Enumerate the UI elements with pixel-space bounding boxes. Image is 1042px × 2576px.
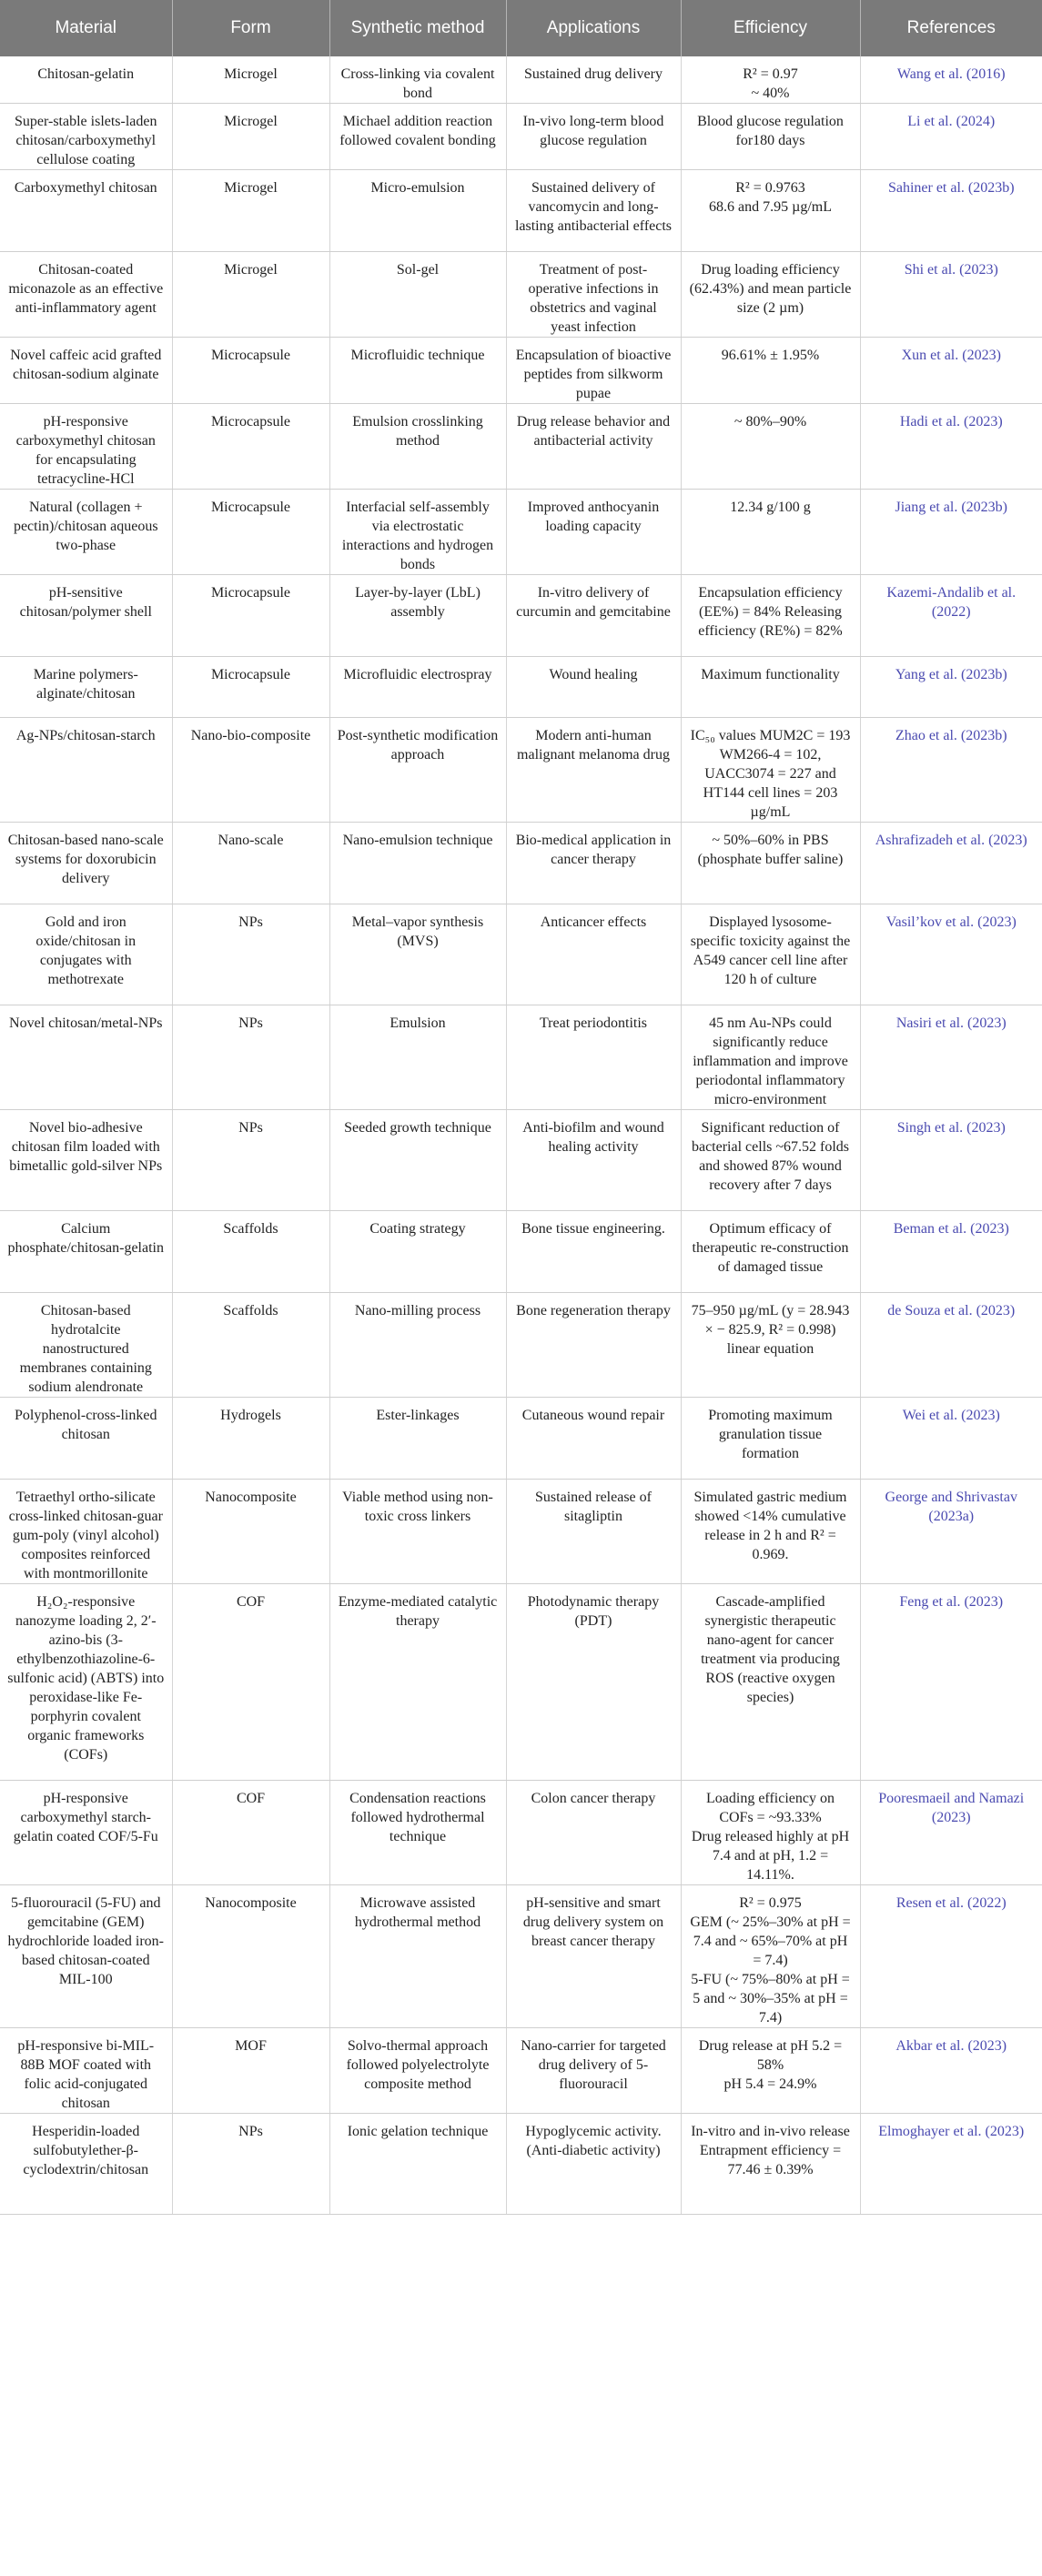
- cell-form: Scaffolds: [172, 1293, 329, 1398]
- cell-applications: Bone regeneration therapy: [506, 1293, 681, 1398]
- cell-efficiency: R² = 0.97 ~ 40%: [681, 56, 860, 104]
- cell-applications: Treat periodontitis: [506, 1005, 681, 1110]
- cell-applications: Treatment of post-operative infections in obstetrics and vaginal yeast infection: [506, 252, 681, 338]
- table-row: [0, 1584, 1042, 1781]
- cell-references[interactable]: Hadi et al. (2023): [860, 404, 1042, 490]
- cell-references[interactable]: Nasiri et al. (2023): [860, 1005, 1042, 1110]
- cell-material: pH-sensitive chitosan/polymer shell: [0, 575, 172, 657]
- cell-applications: Modern anti-human malignant melanoma drug: [506, 718, 681, 823]
- cell-efficiency: Loading efficiency on COFs = ~93.33% Drug released highly at pH 7.4 and at pH, 1.2 = 14.11%.: [681, 1781, 860, 1885]
- table-row: [0, 1781, 1042, 1885]
- cell-efficiency: Simulated gastric medium showed <14% cumulative release in 2 h and R² = 0.969.: [681, 1480, 860, 1584]
- cell-method: Nano-milling process: [329, 1293, 506, 1398]
- cell-efficiency: IC₅₀ values MUM2C = 193 WM266-4 = 102, UACC3074 = 227 and HT144 cell lines = 203 µg/mL: [681, 718, 860, 823]
- cell-form: Microgel: [172, 252, 329, 338]
- cell-references[interactable]: Xun et al. (2023): [860, 338, 1042, 404]
- cell-form: Microcapsule: [172, 657, 329, 718]
- cell-applications: Photodynamic therapy (PDT): [506, 1584, 681, 1781]
- cell-method: Micro-emulsion: [329, 170, 506, 252]
- cell-efficiency: Promoting maximum granulation tissue formation: [681, 1398, 860, 1480]
- cell-efficiency: ~ 80%–90%: [681, 404, 860, 490]
- cell-form: Nano-scale: [172, 823, 329, 904]
- table-row: [0, 56, 1042, 104]
- cell-efficiency: R² = 0.975 GEM (~ 25%–30% at pH = 7.4 and ~ 65%–70% at pH = 7.4) 5-FU (~ 75%–80% at pH = 5 and ~ 30%–35% at pH = 7.4): [681, 1885, 860, 2028]
- cell-applications: Sustained delivery of vancomycin and long-lasting antibacterial effects: [506, 170, 681, 252]
- cell-method: Microwave assisted hydrothermal method: [329, 1885, 506, 2028]
- table-row: [0, 1398, 1042, 1480]
- cell-form: NPs: [172, 1110, 329, 1211]
- cell-method: Seeded growth technique: [329, 1110, 506, 1211]
- cell-method: Layer-by-layer (LbL) assembly: [329, 575, 506, 657]
- cell-efficiency: Displayed lysosome-specific toxicity against the A549 cancer cell line after 120 h of culture: [681, 904, 860, 1005]
- cell-applications: pH-sensitive and smart drug delivery system on breast cancer therapy: [506, 1885, 681, 2028]
- cell-references[interactable]: Sahiner et al. (2023b): [860, 170, 1042, 252]
- cell-efficiency: Maximum functionality: [681, 657, 860, 718]
- cell-form: NPs: [172, 904, 329, 1005]
- cell-method: Sol-gel: [329, 252, 506, 338]
- cell-method: Ionic gelation technique: [329, 2114, 506, 2215]
- cell-efficiency: 12.34 g/100 g: [681, 490, 860, 575]
- cell-applications: Anticancer effects: [506, 904, 681, 1005]
- cell-references[interactable]: Li et al. (2024): [860, 104, 1042, 170]
- table-row: [0, 575, 1042, 657]
- cell-form: Microcapsule: [172, 575, 329, 657]
- cell-references[interactable]: Singh et al. (2023): [860, 1110, 1042, 1211]
- cell-material: H₂O₂-responsive nanozyme loading 2, 2′-azino-bis (3-ethylbenzothiazoline-6-sulfonic acid) (ABTS) into peroxidase-like Fe-porphyrin covalent organic frameworks (COFs): [0, 1584, 172, 1781]
- cell-method: Microfluidic technique: [329, 338, 506, 404]
- table-row: [0, 252, 1042, 338]
- cell-form: Microcapsule: [172, 338, 329, 404]
- cell-method: Emulsion crosslinking method: [329, 404, 506, 490]
- header-references: References: [860, 0, 1042, 56]
- cell-applications: Anti-biofilm and wound healing activity: [506, 1110, 681, 1211]
- cell-method: Viable method using non-toxic cross linkers: [329, 1480, 506, 1584]
- cell-applications: Nano-carrier for targeted drug delivery of 5-fluorouracil: [506, 2028, 681, 2114]
- cell-form: Scaffolds: [172, 1211, 329, 1293]
- cell-method: Interfacial self-assembly via electrostatic interactions and hydrogen bonds: [329, 490, 506, 575]
- cell-form: Microcapsule: [172, 404, 329, 490]
- cell-material: Natural (collagen + pectin)/chitosan aqueous two-phase: [0, 490, 172, 575]
- cell-efficiency: Drug release at pH 5.2 = 58% pH 5.4 = 24.9%: [681, 2028, 860, 2114]
- cell-references[interactable]: Pooresmaeil and Namazi (2023): [860, 1781, 1042, 1885]
- cell-efficiency: ~ 50%–60% in PBS (phosphate buffer saline): [681, 823, 860, 904]
- table-row: [0, 338, 1042, 404]
- cell-form: Microgel: [172, 170, 329, 252]
- table-row: [0, 1211, 1042, 1293]
- table-row: [0, 1293, 1042, 1398]
- cell-references[interactable]: Vasil’kov et al. (2023): [860, 904, 1042, 1005]
- cell-applications: Cutaneous wound repair: [506, 1398, 681, 1480]
- cell-material: Super-stable islets-laden chitosan/carboxymethyl cellulose coating: [0, 104, 172, 170]
- cell-form: Nano-bio-composite: [172, 718, 329, 823]
- table-row: [0, 904, 1042, 1005]
- cell-form: NPs: [172, 1005, 329, 1110]
- cell-material: Hesperidin-loaded sulfobutylether-β-cyclodextrin/chitosan: [0, 2114, 172, 2215]
- table-row: [0, 1885, 1042, 2028]
- cell-material: pH-responsive carboxymethyl chitosan for encapsulating tetracycline-HCl: [0, 404, 172, 490]
- cell-material: Novel chitosan/metal-NPs: [0, 1005, 172, 1110]
- cell-efficiency: In-vitro and in-vivo release Entrapment efficiency = 77.46 ± 0.39%: [681, 2114, 860, 2215]
- cell-method: Michael addition reaction followed covalent bonding: [329, 104, 506, 170]
- cell-material: 5-fluorouracil (5-FU) and gemcitabine (GEM) hydrochloride loaded iron-based chitosan-coated MIL-100: [0, 1885, 172, 2028]
- cell-method: Solvo-thermal approach followed polyelectrolyte composite method: [329, 2028, 506, 2114]
- cell-applications: Colon cancer therapy: [506, 1781, 681, 1885]
- cell-efficiency: 75–950 µg/mL (y = 28.943 × − 825.9, R² = 0.998) linear equation: [681, 1293, 860, 1398]
- cell-method: Microfluidic electrospray: [329, 657, 506, 718]
- cell-references[interactable]: Shi et al. (2023): [860, 252, 1042, 338]
- cell-applications: Improved anthocyanin loading capacity: [506, 490, 681, 575]
- cell-material: Gold and iron oxide/chitosan in conjugates with methotrexate: [0, 904, 172, 1005]
- cell-references[interactable]: Wang et al. (2016): [860, 56, 1042, 104]
- cell-material: Tetraethyl ortho-silicate cross-linked chitosan-guar gum-poly (vinyl alcohol) composites reinforced with montmorillonite: [0, 1480, 172, 1584]
- cell-material: pH-responsive carboxymethyl starch-gelatin coated COF/5-Fu: [0, 1781, 172, 1885]
- cell-method: Enzyme-mediated catalytic therapy: [329, 1584, 506, 1781]
- table-row: [0, 718, 1042, 823]
- cell-method: Cross-linking via covalent bond: [329, 56, 506, 104]
- cell-references[interactable]: Resen et al. (2022): [860, 1885, 1042, 2028]
- cell-efficiency: Cascade-amplified synergistic therapeutic nano-agent for cancer treatment via producing ROS (reactive oxygen species): [681, 1584, 860, 1781]
- cell-form: Microcapsule: [172, 490, 329, 575]
- cell-applications: Drug release behavior and antibacterial activity: [506, 404, 681, 490]
- cell-form: MOF: [172, 2028, 329, 2114]
- cell-references[interactable]: Beman et al. (2023): [860, 1211, 1042, 1293]
- cell-references[interactable]: Kazemi-Andalib et al. (2022): [860, 575, 1042, 657]
- header-form: Form: [172, 0, 329, 56]
- header-material: Material: [0, 0, 172, 56]
- table-row: [0, 2028, 1042, 2114]
- cell-material: Marine polymers-alginate/chitosan: [0, 657, 172, 718]
- cell-method: Metal–vapor synthesis (MVS): [329, 904, 506, 1005]
- cell-form: Nanocomposite: [172, 1885, 329, 2028]
- table-row: [0, 1005, 1042, 1110]
- cell-references[interactable]: de Souza et al. (2023): [860, 1293, 1042, 1398]
- cell-applications: Bone tissue engineering.: [506, 1211, 681, 1293]
- cell-form: COF: [172, 1584, 329, 1781]
- cell-material: Novel bio-adhesive chitosan film loaded with bimetallic gold-silver NPs: [0, 1110, 172, 1211]
- cell-applications: Sustained drug delivery: [506, 56, 681, 104]
- table-row: [0, 823, 1042, 904]
- table-row: [0, 404, 1042, 490]
- cell-efficiency: R² = 0.9763 68.6 and 7.95 µg/mL: [681, 170, 860, 252]
- cell-material: Polyphenol-cross-linked chitosan: [0, 1398, 172, 1480]
- cell-applications: Encapsulation of bioactive peptides from silkworm pupae: [506, 338, 681, 404]
- cell-method: Nano-emulsion technique: [329, 823, 506, 904]
- cell-applications: Hypoglycemic activity. (Anti-diabetic activity): [506, 2114, 681, 2215]
- cell-form: Microgel: [172, 56, 329, 104]
- cell-applications: Bio-medical application in cancer therapy: [506, 823, 681, 904]
- cell-references[interactable]: Yang et al. (2023b): [860, 657, 1042, 718]
- cell-form: Microgel: [172, 104, 329, 170]
- table-row: [0, 1110, 1042, 1211]
- cell-method: Coating strategy: [329, 1211, 506, 1293]
- cell-efficiency: Encapsulation efficiency (EE%) = 84% Releasing efficiency (RE%) = 82%: [681, 575, 860, 657]
- cell-method: Ester-linkages: [329, 1398, 506, 1480]
- cell-efficiency: 96.61% ± 1.95%: [681, 338, 860, 404]
- cell-references[interactable]: Feng et al. (2023): [860, 1584, 1042, 1781]
- cell-references[interactable]: Wei et al. (2023): [860, 1398, 1042, 1480]
- cell-applications: Sustained release of sitagliptin: [506, 1480, 681, 1584]
- cell-form: NPs: [172, 2114, 329, 2215]
- cell-material: Chitosan-based hydrotalcite nanostructured membranes containing sodium alendronate: [0, 1293, 172, 1398]
- cell-applications: In-vivo long-term blood glucose regulation: [506, 104, 681, 170]
- cell-form: COF: [172, 1781, 329, 1885]
- cell-applications: In-vitro delivery of curcumin and gemcitabine: [506, 575, 681, 657]
- cell-material: Ag-NPs/chitosan-starch: [0, 718, 172, 823]
- cell-references[interactable]: Akbar et al. (2023): [860, 2028, 1042, 2114]
- table-row: [0, 490, 1042, 575]
- cell-material: Chitosan-coated miconazole as an effective anti-inflammatory agent: [0, 252, 172, 338]
- cell-form: Nanocomposite: [172, 1480, 329, 1584]
- table-row: [0, 104, 1042, 170]
- header-row: [0, 0, 1042, 56]
- cell-method: Post-synthetic modification approach: [329, 718, 506, 823]
- cell-method: Emulsion: [329, 1005, 506, 1110]
- table-row: [0, 170, 1042, 252]
- cell-efficiency: 45 nm Au-NPs could significantly reduce inflammation and improve periodontal inflammatory micro-environment: [681, 1005, 860, 1110]
- cell-efficiency: Drug loading efficiency (62.43%) and mean particle size (2 µm): [681, 252, 860, 338]
- cell-efficiency: Significant reduction of bacterial cells ~67.52 folds and showed 87% wound recovery after 7 days: [681, 1110, 860, 1211]
- table-row: [0, 657, 1042, 718]
- cell-references[interactable]: Elmoghayer et al. (2023): [860, 2114, 1042, 2215]
- cell-method: Condensation reactions followed hydrothermal technique: [329, 1781, 506, 1885]
- cell-efficiency: Blood glucose regulation for180 days: [681, 104, 860, 170]
- cell-references[interactable]: Jiang et al. (2023b): [860, 490, 1042, 575]
- cell-references[interactable]: George and Shrivastav (2023a): [860, 1480, 1042, 1584]
- cell-material: Novel caffeic acid grafted chitosan-sodium alginate: [0, 338, 172, 404]
- cell-efficiency: Optimum efficacy of therapeutic re-construction of damaged tissue: [681, 1211, 860, 1293]
- header-efficiency: Efficiency: [681, 0, 860, 56]
- cell-material: Chitosan-gelatin: [0, 56, 172, 104]
- cell-material: Chitosan-based nano-scale systems for doxorubicin delivery: [0, 823, 172, 904]
- header-applications: Applications: [506, 0, 681, 56]
- cell-form: Hydrogels: [172, 1398, 329, 1480]
- table-row: [0, 2114, 1042, 2215]
- header-method: Synthetic method: [329, 0, 506, 56]
- cell-material: Carboxymethyl chitosan: [0, 170, 172, 252]
- cell-material: Calcium phosphate/chitosan-gelatin: [0, 1211, 172, 1293]
- cell-references[interactable]: Ashrafizadeh et al. (2023): [860, 823, 1042, 904]
- cell-references[interactable]: Zhao et al. (2023b): [860, 718, 1042, 823]
- table-row: [0, 1480, 1042, 1584]
- cell-applications: Wound healing: [506, 657, 681, 718]
- cell-material: pH-responsive bi-MIL-88B MOF coated with folic acid-conjugated chitosan: [0, 2028, 172, 2114]
